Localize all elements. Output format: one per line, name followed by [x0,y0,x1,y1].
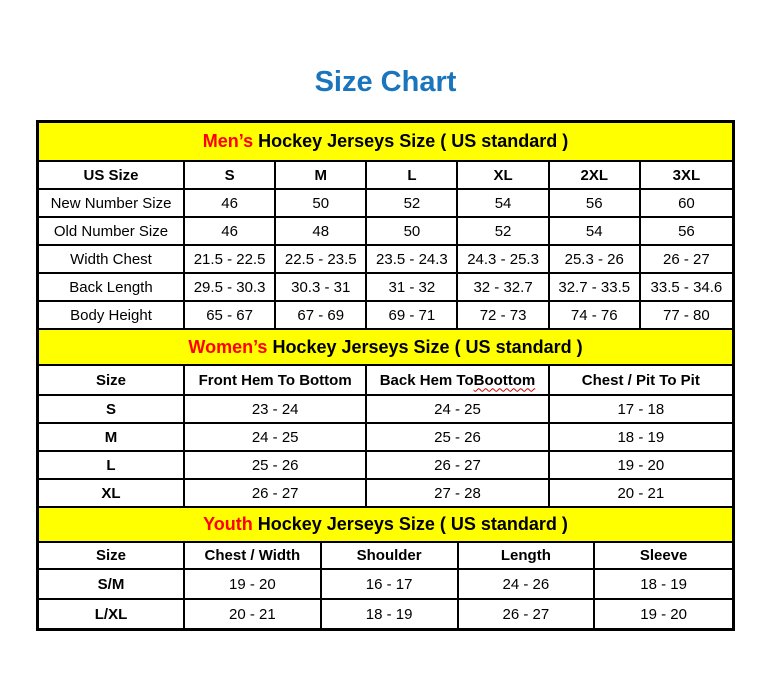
table-row [39,480,732,508]
column-header-cell: Chest / Pit To Pit [581,371,700,389]
value-cell: 60 [678,194,695,212]
section-band-mens [39,123,732,162]
value-cell: 26 - 27 [185,480,367,506]
value-cell: 72 - 73 [458,302,549,328]
table-row [39,246,732,274]
column-header-cell: Shoulder [322,543,459,568]
value-cell: 50 [367,218,458,244]
value-cell: 32 - 32.7 [458,274,549,300]
value-cell: 26 - 27 [459,600,596,628]
value-cell: 52 [458,218,549,244]
column-header-cell: 3XL [672,166,701,184]
value-cell: 18 - 19 [322,600,459,628]
value-cell: 24 - 26 [459,570,596,598]
value-cell: 25 - 26 [185,452,367,478]
value-cell: 21.5 - 22.5 [185,246,276,272]
section-womens [39,330,732,508]
value-cell: 52 [367,190,458,216]
row-label-cell: New Number Size [39,190,185,216]
section-band-youth [39,508,732,543]
band-title-text: Hockey Jerseys Size ( US standard ) [253,131,569,151]
row-label-cell: Old Number Size [39,218,185,244]
value-cell: 25.3 - 26 [550,246,641,272]
value-cell: 25 - 26 [367,424,549,450]
value-cell: 50 [276,190,367,216]
value-cell: 56 [678,222,695,240]
value-cell: 29.5 - 30.3 [185,274,276,300]
page-title: Size Chart [314,66,457,98]
table-row [39,274,732,302]
column-header-row [39,162,732,190]
section-youth [39,508,732,628]
value-cell: 54 [458,190,549,216]
value-cell: 26 - 27 [663,250,710,268]
column-header-cell: Sleeve [639,547,688,564]
table-row [39,600,732,628]
value-cell: 31 - 32 [367,274,458,300]
column-header-cell: Size [39,366,185,394]
row-label-cell: Body Height [39,302,185,328]
column-header-cell: M [276,162,367,188]
table-row [39,302,732,330]
column-header-cell: Length [459,543,596,568]
column-header-cell: S [185,162,276,188]
value-cell: 20 - 21 [617,484,665,502]
value-cell: 77 - 80 [663,306,710,324]
row-label-cell: XL [39,480,185,506]
value-cell: 46 [185,190,276,216]
value-cell: 23.5 - 24.3 [367,246,458,272]
row-label-cell: S [39,396,185,422]
band-title-text: Hockey Jerseys Size ( US standard ) [267,336,583,357]
column-header-cell: Size [39,543,185,568]
value-cell: 18 - 19 [640,575,687,593]
value-cell: 19 - 20 [640,605,687,623]
table-row [39,396,732,424]
value-cell: 74 - 76 [550,302,641,328]
row-label-cell: Width Chest [39,246,185,272]
spellcheck-underline: Boottom [473,371,536,389]
value-cell: 65 - 67 [185,302,276,328]
column-header-cell: US Size [39,162,185,188]
row-label-cell: M [39,424,185,450]
value-cell: 16 - 17 [322,570,459,598]
value-cell: 30.3 - 31 [276,274,367,300]
value-cell: 33.5 - 34.6 [650,278,723,296]
row-label-cell: L/XL [39,600,185,628]
section-band-womens [39,330,732,366]
column-header-row [39,543,732,570]
column-header-cell: 2XL [550,162,641,188]
row-label-cell: Back Length [39,274,185,300]
value-cell: 27 - 28 [367,480,549,506]
column-header-cell: Back Hem To Boottom [367,366,549,394]
column-header-row [39,366,732,396]
column-header-cell: Front Hem To Bottom [185,366,367,394]
value-cell: 20 - 21 [185,600,322,628]
size-chart-table [36,120,735,631]
value-cell: 23 - 24 [185,396,367,422]
band-highlight-text: Women’s [188,336,268,357]
value-cell: 67 - 69 [276,302,367,328]
value-cell: 24 - 25 [367,396,549,422]
value-cell: 22.5 - 23.5 [276,246,367,272]
value-cell: 24 - 25 [185,424,367,450]
row-label-cell: L [39,452,185,478]
value-cell: 19 - 20 [185,570,322,598]
value-cell: 69 - 71 [367,302,458,328]
band-highlight-text: Youth [203,514,253,534]
column-header-cell: Chest / Width [185,543,322,568]
table-row [39,218,732,246]
row-label-cell: S/M [39,570,185,598]
table-row [39,424,732,452]
value-cell: 56 [550,190,641,216]
value-cell: 48 [276,218,367,244]
value-cell: 26 - 27 [367,452,549,478]
value-cell: 54 [550,218,641,244]
value-cell: 18 - 19 [617,428,665,446]
value-cell: 17 - 18 [617,400,665,418]
table-row [39,190,732,218]
band-title-text: Hockey Jerseys Size ( US standard ) [252,514,568,534]
band-highlight-text: Men’s [202,131,254,151]
value-cell: 46 [185,218,276,244]
value-cell: 19 - 20 [617,456,665,474]
section-mens [39,123,732,330]
column-header-cell: XL [458,162,549,188]
table-row [39,452,732,480]
column-header-cell: L [367,162,458,188]
table-row [39,570,732,600]
value-cell: 32.7 - 33.5 [550,274,641,300]
value-cell: 24.3 - 25.3 [458,246,549,272]
